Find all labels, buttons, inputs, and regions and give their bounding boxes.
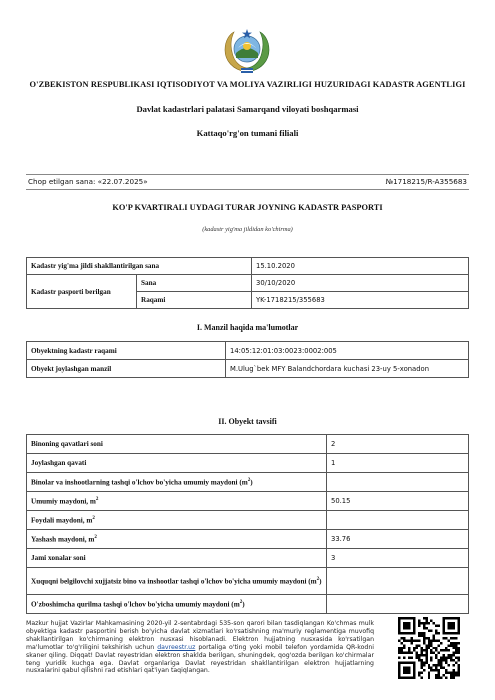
- row-value: 1: [327, 454, 469, 473]
- formed-label: Kadastr yig'ma jildi shakllantirilgan sana: [27, 258, 252, 275]
- table-row: [27, 511, 469, 530]
- address-label: Obyekt joylashgan manzil: [27, 360, 226, 378]
- uzbekistan-emblem-icon: [222, 26, 272, 76]
- row-value: [327, 595, 469, 614]
- number-value: YK-1718215/355683: [252, 292, 469, 309]
- filial-heading: Kattaqo'rg'on tumani filiali: [196, 128, 299, 138]
- table-row: [27, 492, 469, 511]
- table-row: [27, 595, 469, 614]
- row-label: Yashash maydoni, $m^2$: [27, 530, 327, 549]
- row-value: 50.15: [327, 492, 469, 511]
- row-value: 33.76: [327, 530, 469, 549]
- footer-text-after: portaliga o'ting yoki mobil telefon yordamida QR-kodni skaner qiling. Diqqat! Davlat reyestridan elektron shaklda berilgan, shuningdek, qog'ozda berilgan ko'chirmalar teng yuridik kuchga ega. Davlat organlariga Davlat reyestridan shakllantirilgan elektron hujjatlarning nusxalarini qabul qilishni rad etishlari qat'iyan taqiqlangan.: [26, 643, 375, 675]
- number-label: Raqami: [137, 292, 252, 309]
- table-row: [27, 568, 469, 595]
- address-value: M.Ulug`bek MFY Balandchordara kuchasi 23-uy 5-xonadon: [226, 360, 469, 378]
- row-label: O'zboshimcha qurilma tashqi o'lchov bo'yicha umumiy maydoni $(m^2)$: [27, 595, 327, 614]
- row-label: Umumiy maydoni, $m^2$: [27, 492, 327, 511]
- row-value: [327, 568, 469, 595]
- row-label: Binolar va inshootlarning tashqi o'lchov bo'yicha umumiy maydoni $(m^2)$: [27, 473, 327, 492]
- document-number: №1718215/R-A355683: [385, 177, 467, 186]
- print-date: Chop etilgan sana: «22.07.2025»: [28, 177, 148, 186]
- footer-text-before: Mazkur hujjat Vazirlar Mahkamasining 2020-yil 2-sentabrdagi 535-son qarori bilan tasdiqlangan Ko'chmas mulk obyektiga kadastr pasportini berish bo'yicha davlat xizmatlari ko'rsatishning ma'muriy reglamentiga muvofiq shakllantirilgan ko'chirmaning elektron nusxasi hisoblanadi. Elektron hujjatning nusxasida ko'rsatilgan ma'lumotlar to'g'riligini tekshirish uchun: [26, 620, 374, 651]
- date-label: Sana: [137, 275, 252, 292]
- table-row: [27, 549, 469, 568]
- section1-title: I. Manzil haqida ma'lumotlar: [196, 323, 299, 332]
- table-row: [27, 258, 469, 275]
- row-label: Joylashgan qavati: [27, 454, 327, 473]
- table-row: [27, 473, 469, 492]
- issued-label: Kadastr pasporti berilgan: [27, 275, 137, 309]
- table-row: [27, 530, 469, 549]
- row-label: Jami xonalar soni: [27, 549, 327, 568]
- document-subtitle: (kadastr yig'ma jildidan ko'chirma): [202, 226, 293, 233]
- table-row: [27, 275, 469, 292]
- qr-code-icon[interactable]: [398, 617, 460, 679]
- row-label: Foydali maydoni, $m^2$: [27, 511, 327, 530]
- table-row: [27, 360, 469, 378]
- table-row: [27, 342, 469, 360]
- document-title: KO'P KVARTIRALI UYDAGI TURAR JOYNING KADASTR PASPORTI: [112, 203, 383, 212]
- row-value: 3: [327, 549, 469, 568]
- palata-heading: Davlat kadastrlari palatasi Samarqand viloyati boshqarmasi: [136, 104, 359, 114]
- row-label: Binoning qavatlari soni: [27, 435, 327, 454]
- table-row: [27, 454, 469, 473]
- section2-title: II. Obyekt tavsifi: [218, 417, 277, 426]
- row-value: 2: [327, 435, 469, 454]
- address-table: [26, 341, 469, 378]
- row-value: [327, 511, 469, 530]
- table-row: [27, 435, 469, 454]
- formed-value: 15.10.2020: [252, 258, 469, 275]
- description-table: [26, 434, 469, 614]
- agency-heading: O'ZBEKISTON RESPUBLIKASI IQTISODIYOT VA MOLIYA VAZIRLIGI HUZURIDAGI KADASTR AGENTLIGI: [29, 80, 466, 89]
- legal-footer: [26, 620, 374, 675]
- row-label: Xuquqni belgilovchi xujjatsiz bino va inshootlar tashqi o'lchov bo'yicha umumiy maydoni $(m^2)$: [27, 568, 327, 595]
- cadastral-number-value: 14:05:12:01:03:0023:0002:005: [226, 342, 469, 360]
- print-meta-row: [26, 174, 469, 190]
- davreestr-link[interactable]: davreestr.uz: [157, 643, 196, 651]
- date-value: 30/10/2020: [252, 275, 469, 292]
- cadastral-number-label: Obyektning kadastr raqami: [27, 342, 226, 360]
- registry-table: [26, 257, 469, 309]
- row-value: [327, 473, 469, 492]
